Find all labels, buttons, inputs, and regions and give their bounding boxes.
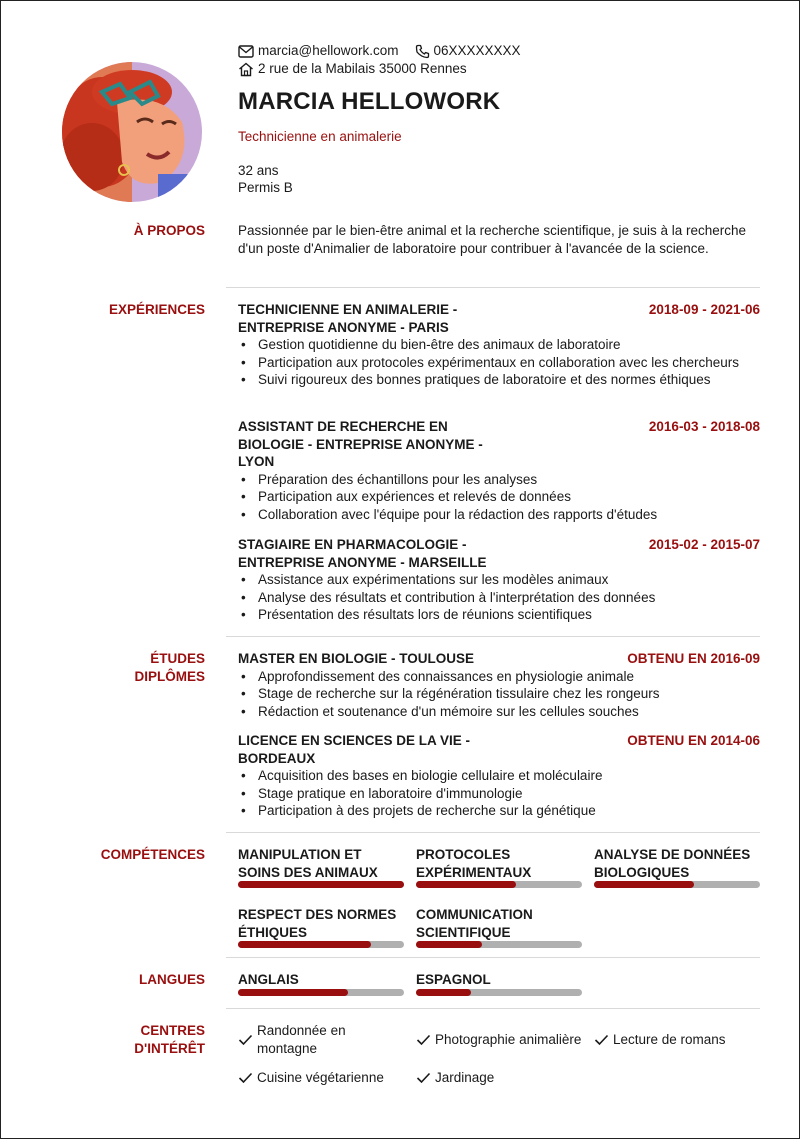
education-date: OBTENU EN 2014-06 [627, 733, 760, 748]
skill-bar-fill [594, 881, 694, 888]
divider [226, 1008, 760, 1009]
education-label [134, 650, 205, 685]
interest-item [594, 1022, 760, 1057]
list-item: • Stage de recherche sur la régénération tissulaire chez les rongeurs [238, 685, 760, 703]
education-entry [238, 650, 760, 720]
interests-label-line: D'INTÉRÊT [134, 1040, 205, 1056]
skills-label: COMPÉTENCES [100, 847, 205, 862]
skill-item [238, 906, 404, 948]
education-label-line: DIPLÔMES [134, 668, 205, 684]
interest-item [416, 1069, 582, 1087]
education-title: LICENCE EN SCIENCES DE LA VIE - BORDEAUX [238, 733, 471, 766]
divider [226, 832, 760, 833]
header [238, 42, 768, 197]
experience-title: TECHNICIENNE EN ANIMALERIE - ENTREPRISE ANONYME - PARIS [238, 302, 458, 335]
experience-bullets [238, 571, 760, 624]
interest-item [238, 1069, 404, 1087]
contact-line-2 [238, 60, 768, 78]
language-name: ANGLAIS [238, 972, 299, 987]
list-item: • Préparation des échantillons pour les analyses [238, 471, 760, 489]
email-contact[interactable] [238, 42, 399, 60]
skill-name: MANIPULATION ET SOINS DES ANIMAUX [238, 847, 378, 880]
list-item: • Présentation des résultats lors de réunions scientifiques [238, 606, 760, 624]
check-icon [416, 1072, 431, 1084]
skill-name: RESPECT DES NORMES ÉTHIQUES [238, 907, 397, 940]
experience-entry [238, 536, 760, 624]
experience-label: EXPÉRIENCES [108, 302, 205, 317]
language-bar-fill [416, 989, 471, 996]
avatar [62, 62, 202, 202]
skill-item [238, 846, 404, 888]
phone-text: 06XXXXXXXX [433, 43, 521, 59]
list-item: • Suivi rigoureux des bonnes pratiques de laboratoire et des normes éthiques [238, 371, 760, 389]
skill-bar [594, 881, 760, 888]
skill-bar [238, 881, 404, 888]
list-item: • Assistance aux expérimentations sur les modèles animaux [238, 571, 760, 589]
interest-label: Randonnée en montagne [257, 1023, 346, 1056]
check-icon [238, 1034, 253, 1046]
language-bar-fill [238, 989, 348, 996]
experience-date: 2018-09 - 2021-06 [648, 302, 760, 317]
interest-label: Cuisine végétarienne [257, 1070, 384, 1085]
interest-item [416, 1022, 582, 1057]
list-item: • Gestion quotidienne du bien-être des animaux de laboratoire [238, 336, 760, 354]
list-item: • Stage pratique en laboratoire d'immunologie [238, 785, 760, 803]
check-icon [416, 1034, 431, 1046]
check-icon [238, 1072, 253, 1084]
language-item [416, 971, 582, 996]
skill-item [416, 906, 582, 948]
divider [226, 287, 760, 288]
language-bar [238, 989, 404, 996]
languages-grid [238, 971, 760, 996]
education-bullets [238, 668, 760, 721]
divider [226, 636, 760, 637]
experience-entry [238, 301, 760, 389]
skill-bar-fill [416, 881, 516, 888]
phone-contact[interactable] [415, 42, 521, 60]
list-item: • Participation aux protocoles expérimentaux en collaboration avec les chercheurs [238, 354, 760, 372]
mail-icon [238, 45, 254, 58]
education-label-line: ÉTUDES [150, 651, 205, 666]
list-item: • Analyse des résultats et contribution à l'interprétation des données [238, 589, 760, 607]
language-name: ESPAGNOL [416, 972, 491, 987]
experience-bullets [238, 471, 760, 524]
about-text: Passionnée par le bien-être animal et la recherche scientifique, je suis à la recherche d'un poste d'Animalier de laboratoire pour contribuer à l'avancée de la science. [238, 223, 747, 256]
interests-label-line: CENTRES [140, 1023, 205, 1038]
language-bar [416, 989, 582, 996]
experience-title: ASSISTANT DE RECHERCHE EN BIOLOGIE - ENTREPRISE ANONYME - LYON [238, 419, 483, 469]
skill-name: PROTOCOLES EXPÉRIMENTAUX [416, 847, 532, 880]
check-icon [594, 1034, 609, 1046]
age: 32 ans [238, 162, 279, 178]
list-item: • Acquisition des bases en biologie cellulaire et moléculaire [238, 767, 760, 785]
divider [226, 957, 760, 958]
skill-name: ANALYSE DE DONNÉES BIOLOGIQUES [594, 847, 751, 880]
experience-entry [238, 418, 760, 523]
list-item: • Approfondissement des connaissances en physiologie animale [238, 668, 760, 686]
address-contact [238, 60, 467, 78]
list-item: • Collaboration avec l'équipe pour la rédaction des rapports d'études [238, 506, 760, 524]
job-title: Technicienne en animalerie [238, 129, 402, 144]
list-item: • Participation aux expériences et relevés de données [238, 488, 760, 506]
education-entry [238, 732, 760, 820]
interest-label: Photographie animalière [435, 1031, 582, 1047]
interests-grid [238, 1022, 760, 1087]
language-item [238, 971, 404, 996]
skill-bar [416, 941, 582, 948]
experience-date: 2016-03 - 2018-08 [648, 419, 760, 434]
about-label: À PROPOS [133, 223, 205, 238]
education-bullets [238, 767, 760, 820]
email-text: marcia@hellowork.com [258, 43, 399, 59]
personal-info [238, 162, 768, 197]
home-icon [238, 62, 254, 77]
skill-name: COMMUNICATION SCIENTIFIQUE [416, 907, 533, 940]
experience-date: 2015-02 - 2015-07 [648, 537, 760, 552]
education-title: MASTER EN BIOLOGIE - TOULOUSE [238, 651, 475, 666]
skills-grid [238, 846, 760, 948]
interests-label [134, 1022, 205, 1057]
languages-label: LANGUES [138, 972, 205, 987]
education-date: OBTENU EN 2016-09 [627, 651, 760, 666]
address-text: 2 rue de la Mabilais 35000 Rennes [258, 61, 467, 77]
skill-bar-fill [238, 881, 404, 888]
skill-bar [416, 881, 582, 888]
interest-label: Jardinage [435, 1070, 495, 1085]
driving-license: Permis B [238, 180, 293, 195]
skill-bar-fill [238, 941, 371, 948]
interest-label: Lecture de romans [613, 1031, 726, 1047]
phone-icon [415, 44, 430, 59]
contact-line-1 [238, 42, 768, 60]
skill-item [594, 846, 760, 888]
experience-bullets [238, 336, 760, 389]
skill-bar [238, 941, 404, 948]
skill-bar-fill [416, 941, 482, 948]
list-item: • Participation à des projets de recherche sur la génétique [238, 802, 760, 820]
list-item: • Rédaction et soutenance d'un mémoire sur les cellules souches [238, 703, 760, 721]
interest-item [238, 1022, 404, 1057]
skill-item [416, 846, 582, 888]
candidate-name: MARCIA HELLOWORK [238, 88, 501, 115]
experience-title: STAGIAIRE EN PHARMACOLOGIE - ENTREPRISE ANONYME - MARSEILLE [238, 537, 487, 570]
